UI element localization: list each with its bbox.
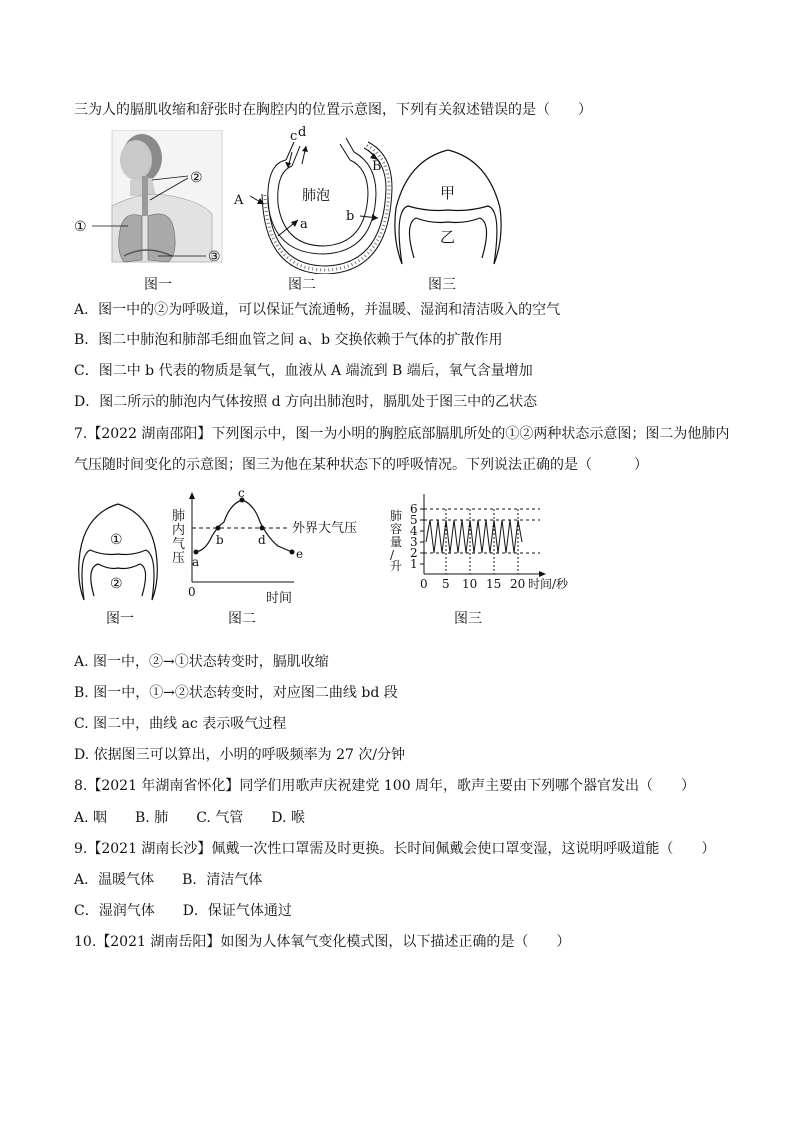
q7-fig3-xtick-0: 0 [420,577,428,591]
q6-fig3-label-top: 甲 [440,184,456,202]
q7-stem-line-2: 气压随时间变化的示意图；图三为他在某种状态下的呼吸情况。下列说法正确的是（ ） [74,457,648,473]
q8-stem: 8.【2021 年湖南省怀化】同学们用歌声庆祝建党 100 周年，歌声主要由下列哪个器官发出（ ） [74,778,696,794]
q7-fig1-caption: 图一 [106,611,134,627]
q7-fig2-point-b: b [216,533,224,547]
q6-option-d: D．图二所示的肺泡内气体按照 d 方向出肺泡时，膈肌处于图三中的乙状态 [74,394,538,410]
q6-fig3-caption: 图三 [428,277,456,293]
q7-fig1-mark-1: ① [110,532,123,548]
q6-fig1-mark-1: ① [74,219,87,235]
q6-fig2-label-b: b [346,209,355,224]
q7-fig2-point-a: a [192,555,200,569]
q7-option-c: C. 图二中，曲线 ac 表示吸气过程 [74,716,287,732]
q7-fig1-mark-2: ② [110,576,123,592]
q7-fig2-point-e: e [296,547,304,561]
q6-option-b: B．图二中肺泡和肺部毛细血管之间 a、b 交换依赖于气体的扩散作用 [74,332,503,348]
q7-fig2-reference-label: 外界大气压 [292,521,358,536]
q6-fig1-mark-3: ③ [208,249,221,265]
q6-option-a: A．图一中的②为呼吸道，可以保证气流通畅，并温暖、湿润和清洁吸入的空气 [74,302,561,318]
q6-fig3-label-bottom: 乙 [440,228,456,246]
q7-fig3-caption: 图三 [454,611,482,627]
q7-fig2-point-c: c [238,488,245,500]
q6-fig2-label-B: B [372,159,382,174]
q7-fig3-ytick-3: 3 [410,535,418,549]
q7-fig3-ytick-2: 2 [410,546,418,560]
q7-fig3-ytick-5: 5 [410,513,418,527]
q7-fig3-ytick-4: 4 [410,524,418,538]
q6-fig2-label-d: d [298,125,307,140]
q6-fig2-label-c: c [290,129,298,144]
q7-fig2-ylabel: 肺内气压 [172,509,186,566]
q7-stem-line-1: 7.【2022 湖南邵阳】下列图示中，图一为小明的胸腔底部膈肌所处的①②两种状态示意图；图二为他肺内 [74,426,730,442]
q9-stem: 9.【2021 湖南长沙】佩戴一次性口罩需及时更换。长时间佩戴会使口罩变湿，这说明呼吸道能（ ） [74,841,716,857]
q10-stem: 10.【2021 湖南岳阳】如图为人体氧气变化模式图，以下描述正确的是（ ） [74,934,571,950]
q7-option-b: B. 图一中，①→②状态转变时，对应图二曲线 bd 段 [74,685,398,701]
q7-fig3-ylabel: 肺容量/升 [390,509,403,573]
q7-figure-1-diaphragm-states [74,500,164,604]
q7-fig3-xtick-15: 15 [486,577,502,591]
q6-fig2-label-A: A [234,193,244,208]
q7-fig3-xtick-5: 5 [442,577,450,591]
q7-figure-2-pressure-curve [166,488,376,606]
q6-figure-1-respiratory-system [72,130,242,270]
q6-fig2-caption: 图二 [288,277,316,293]
q7-fig3-ytick-1: 1 [410,557,418,571]
q6-fig1-mark-2: ② [190,170,203,186]
q7-fig2-point-d: d [258,533,266,547]
q7-fig3-xtick-10: 10 [462,577,478,591]
q7-fig3-ytick-6: 6 [410,502,418,516]
q7-option-a: A. 图一中，②→①状态转变时，膈肌收缩 [74,654,329,670]
q7-fig2-caption: 图二 [228,611,256,627]
q8-options: A. 咽 B. 肺 C. 气管 D. 喉 [74,810,305,826]
q7-fig2-xlabel: 时间 [266,591,293,606]
q7-fig3-xlabel: 时间/秒 [528,577,569,591]
q7-option-d: D. 依据图三可以算出，小明的呼吸频率为 27 次/分钟 [74,747,406,763]
q7-figure-3-lung-volume [384,490,594,596]
q6-figure-3-diaphragm [388,146,508,271]
q6-fig2-label-a: a [300,217,308,232]
q7-fig2-origin: 0 [188,585,196,599]
q9-options-row-2: C．湿润气体 D．保证气体通过 [74,903,292,919]
q7-fig3-xtick-20: 20 [510,577,526,591]
q6-fig1-caption: 图一 [144,277,172,293]
q6-figure-2-alveolus [228,124,398,274]
q6-fig2-label-alveolus: 肺泡 [302,188,330,204]
q9-options-row-1: A．温暖气体 B．清洁气体 [74,872,263,888]
q6-intro: 三为人的膈肌收缩和舒张时在胸腔内的位置示意图，下列有关叙述错误的是（ ） [74,102,592,118]
q6-option-c: C．图二中 b 代表的物质是氧气，血液从 A 端流到 B 端后，氧气含量增加 [74,363,533,379]
